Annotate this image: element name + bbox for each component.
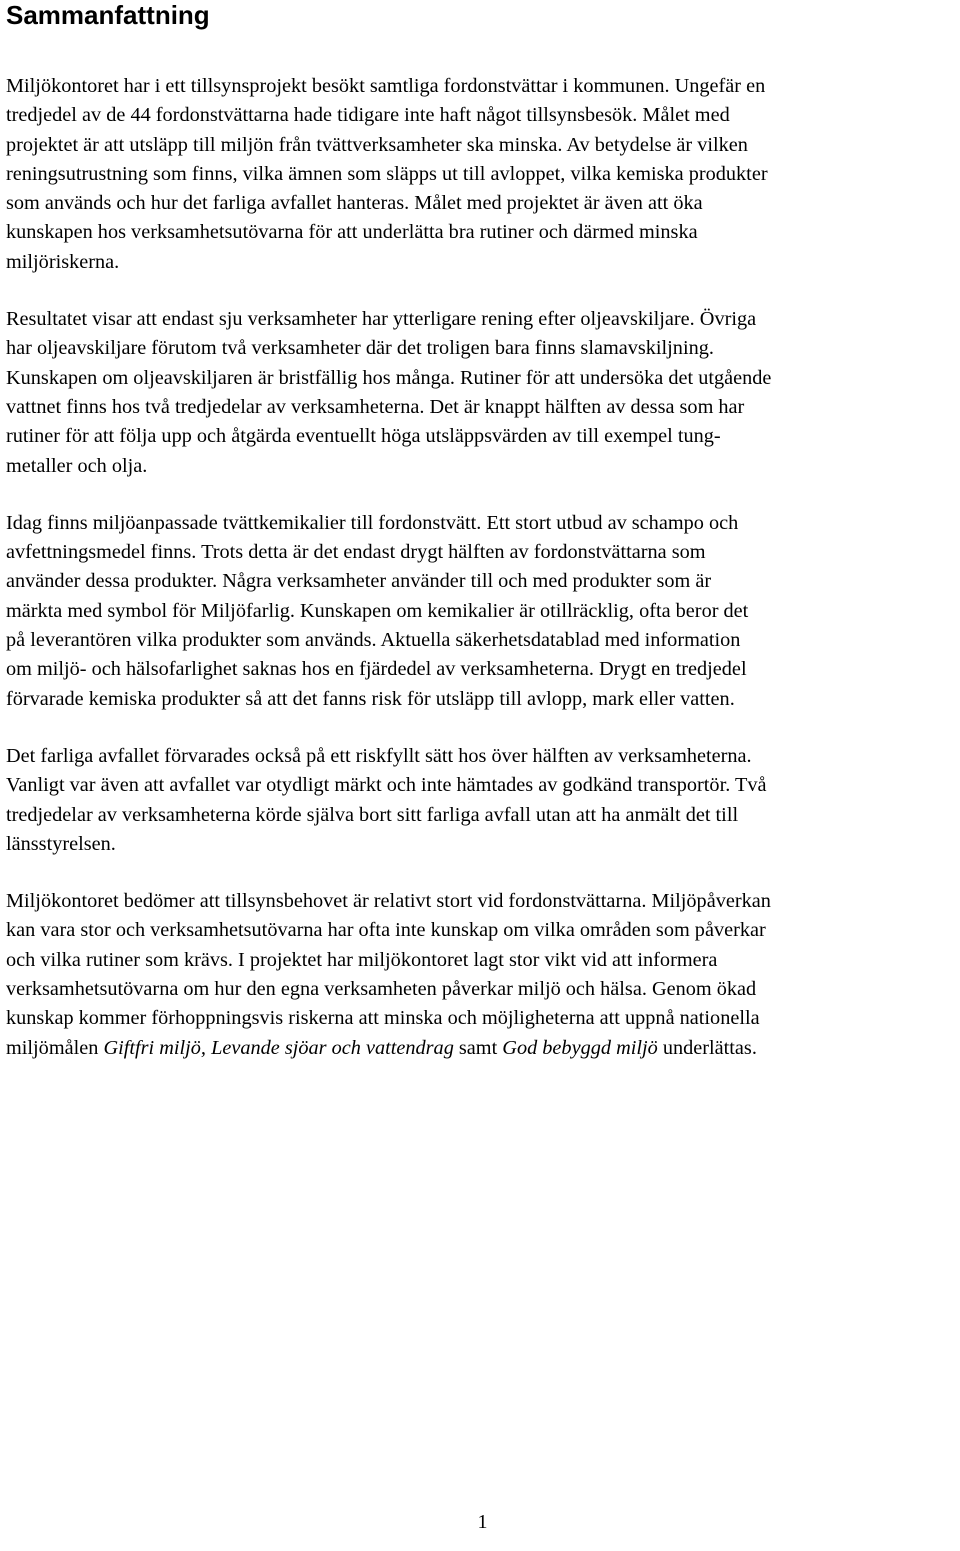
environmental-goal-emphasis: Giftfri miljö, Levande sjöar och vattendrag xyxy=(103,1036,454,1059)
environmental-goal-emphasis: God bebyggd miljö xyxy=(502,1036,658,1059)
text-line: har oljeavskiljare förutom två verksamheter där det troligen bara finns slamavskiljning. xyxy=(6,337,714,360)
text-line: Miljökontoret har i ett tillsynsprojekt besökt samtliga fordonstvättar i kommunen. Ungefär en xyxy=(6,75,766,97)
paragraph-3 xyxy=(6,509,958,714)
text-line: på leverantören vilka produkter som används. Aktuella säkerhetsdatablad med information xyxy=(6,629,741,652)
text-line: Vanligt var även att avfallet var otydligt märkt och inte hämtades av godkänd transportör. Två xyxy=(6,774,767,797)
text-line: kunskap kommer förhoppningsvis riskerna att minska och möjligheterna att uppnå nationella xyxy=(6,1007,760,1030)
text-line: Idag finns miljöanpassade tvättkemikalier till fordonstvätt. Ett stort utbud av schampo och xyxy=(6,511,739,534)
paragraph-4 xyxy=(6,742,958,859)
text-segment: miljömålen xyxy=(6,1036,104,1059)
text-line: som används och hur det farliga avfallet hanteras. Målet med projektet är även att öka xyxy=(6,192,703,215)
text-segment: underlättas. xyxy=(657,1036,757,1059)
text-line: Miljökontoret bedömer att tillsynsbehovet är relativt stort vid fordonstvättarna. Miljöpåverkan xyxy=(6,890,771,913)
text-line: märkta med symbol för Miljöfarlig. Kunskapen om kemikalier är otillräcklig, ofta beror det xyxy=(6,599,749,622)
text-line: om miljö- och hälsofarlighet saknas hos en fjärdedel av verksamheterna. Drygt en tredjedel xyxy=(6,658,747,681)
document-body xyxy=(6,72,958,1091)
text-line-with-goals xyxy=(6,1034,958,1063)
text-line: länsstyrelsen. xyxy=(6,832,116,855)
text-line: metaller och olja. xyxy=(6,454,148,477)
text-line: vattnet finns hos två tredjedelar av verksamheterna. Det är knappt hälften av dessa som har xyxy=(6,395,745,418)
text-line: Resultatet visar att endast sju verksamheter har ytterligare rening efter oljeavskiljare. Övriga xyxy=(6,308,757,331)
text-line: förvarade kemiska produkter så att det fanns risk för utsläpp till avlopp, mark eller vatten. xyxy=(6,687,735,710)
text-line: kunskapen hos verksamhetsutövarna för att underlätta bra rutiner och därmed minska xyxy=(6,221,698,244)
text-line: och vilka rutiner som krävs. I projektet har miljökontoret lagt stor vikt vid att informera xyxy=(6,948,718,971)
text-line: avfettningsmedel finns. Trots detta är det endast drygt hälften av fordonstvättarna som xyxy=(6,541,706,564)
text-line: tredjedel av de 44 fordonstvättarna hade tidigare inte haft något tillsynsbesök. Målet med xyxy=(6,104,730,127)
text-line: kan vara stor och verksamhetsutövarna har ofta inte kunskap om vilka områden som påverkar xyxy=(6,919,766,942)
text-line: Det farliga avfallet förvarades också på ett riskfyllt sätt hos över hälften av verksamheterna. xyxy=(6,744,752,767)
text-line: reningsutrustning som finns, vilka ämnen som släpps ut till avloppet, vilka kemiska produkter xyxy=(6,162,768,185)
page-number: 1 xyxy=(477,1511,488,1533)
text-line: verksamhetsutövarna om hur den egna verksamheten påverkar miljö och hälsa. Genom ökad xyxy=(6,978,757,1001)
paragraph-5 xyxy=(6,887,958,1063)
text-line: använder dessa produkter. Några verksamheter använder till och med produkter som är xyxy=(6,570,712,593)
text-line: miljöriskerna. xyxy=(6,250,120,273)
text-segment: samt xyxy=(453,1036,503,1059)
paragraph-2 xyxy=(6,305,958,481)
text-line: rutiner för att följa upp och åtgärda eventuellt höga utsläppsvärden av till exempel tung- xyxy=(6,425,721,448)
text-line: tredjedelar av verksamheterna körde själva bort sitt farliga avfall utan att ha anmält det till xyxy=(6,803,739,826)
page-title: Sammanfattning xyxy=(6,0,210,30)
text-line: projektet är att utsläpp till miljön från tvättverksamheter ska minska. Av betydelse är vilken xyxy=(6,133,748,156)
paragraph-1 xyxy=(6,72,958,277)
text-line: Kunskapen om oljeavskiljaren är bristfällig hos många. Rutiner för att undersöka det utgående xyxy=(6,366,772,389)
